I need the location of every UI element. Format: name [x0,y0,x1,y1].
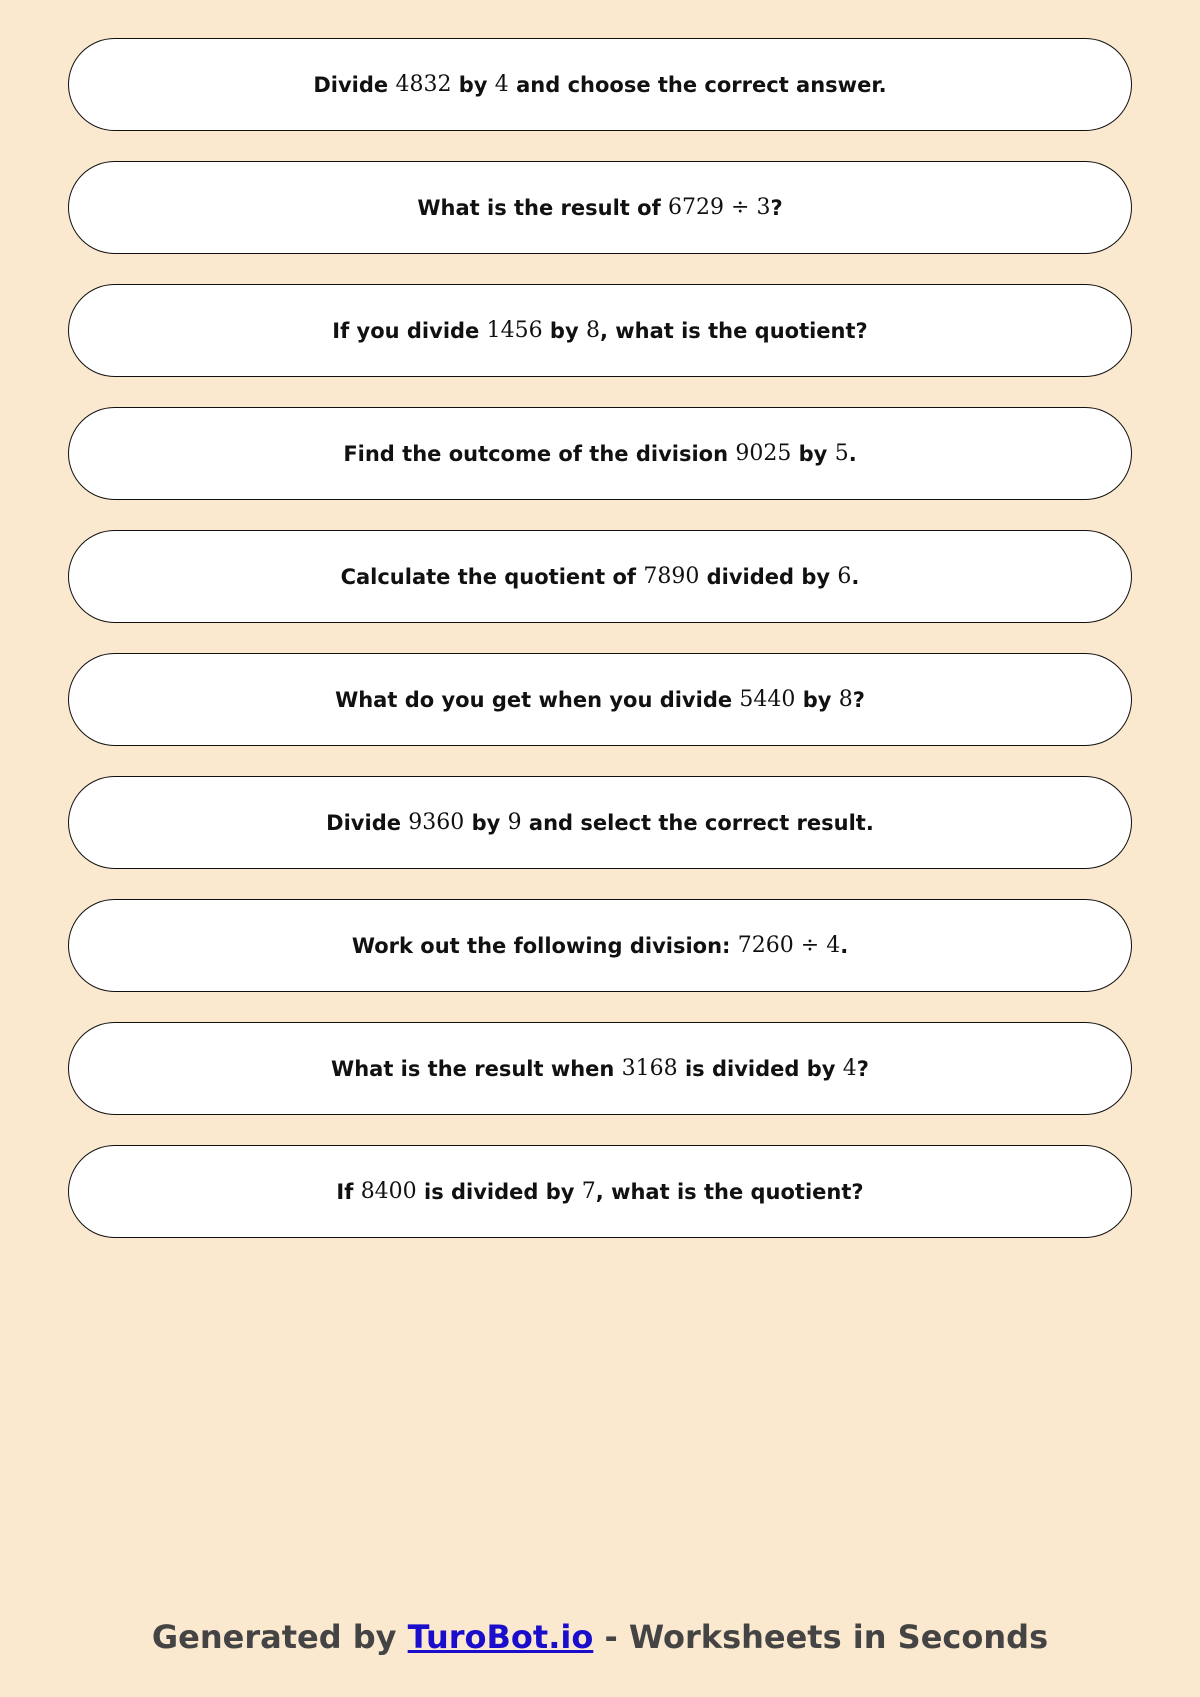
question-text: If [336,1179,361,1204]
question-card [68,899,1132,992]
question-card [68,530,1132,623]
footer-prefix: Generated by [151,1618,408,1656]
question-text: Divide [326,810,409,835]
question-text: is divided by [416,1179,582,1204]
question-card [68,284,1132,377]
question-card [68,407,1132,500]
question-card [68,1022,1132,1115]
dividend: 3168 [621,1056,678,1081]
dividend: 7260 [737,933,794,958]
question-card [68,38,1132,131]
dividend: 7890 [643,564,700,589]
divisor: 4 [826,933,841,958]
question-text: , what is the quotient? [599,318,868,343]
turobot-link[interactable]: TuroBot.io [407,1618,594,1656]
footer-suffix: - Worksheets in Seconds [593,1618,1049,1656]
question-text: . [840,933,849,958]
question-text: ? [856,1056,869,1081]
question-text: is divided by [677,1056,843,1081]
question-text: Work out the following division: [351,933,738,958]
divisor: 8 [838,687,853,712]
question-text: Find the outcome of the division [343,441,736,466]
dividend: 5440 [739,687,796,712]
divisor: 4 [494,72,509,97]
question-text: by [451,72,495,97]
question-text: . [851,564,860,589]
dividend: 4832 [395,72,452,97]
question-text: Calculate the quotient of [340,564,644,589]
divisor: 7 [581,1179,596,1204]
divisor: 8 [585,318,600,343]
dividend: 8400 [360,1179,417,1204]
division-operator: ÷ [724,195,757,220]
dividend: 9360 [408,810,465,835]
dividend: 6729 [668,195,725,220]
question-text: by [542,318,586,343]
question-card [68,161,1132,254]
question-card [68,1145,1132,1238]
divisor: 6 [837,564,852,589]
divisor: 3 [756,195,771,220]
question-text: by [795,687,839,712]
question-text: and choose the correct answer. [508,72,887,97]
question-list [68,38,1132,1268]
divisor: 5 [834,441,849,466]
question-text: ? [852,687,865,712]
question-text: . [848,441,857,466]
question-text: What is the result when [331,1056,622,1081]
question-text: What do you get when you divide [335,687,740,712]
dividend: 1456 [486,318,543,343]
question-text: Divide [313,72,396,97]
question-card [68,776,1132,869]
question-text: by [791,441,835,466]
divisor: 9 [507,810,522,835]
question-text: What is the result of [417,195,669,220]
footer [0,1618,1200,1656]
question-text: divided by [699,564,838,589]
question-card [68,653,1132,746]
question-text: by [464,810,508,835]
dividend: 9025 [735,441,792,466]
question-text: and select the correct result. [521,810,874,835]
division-operator: ÷ [793,933,827,958]
divisor: 4 [842,1056,857,1081]
question-text: If you divide [332,318,487,343]
question-text: , what is the quotient? [595,1179,864,1204]
question-text: ? [770,195,783,220]
